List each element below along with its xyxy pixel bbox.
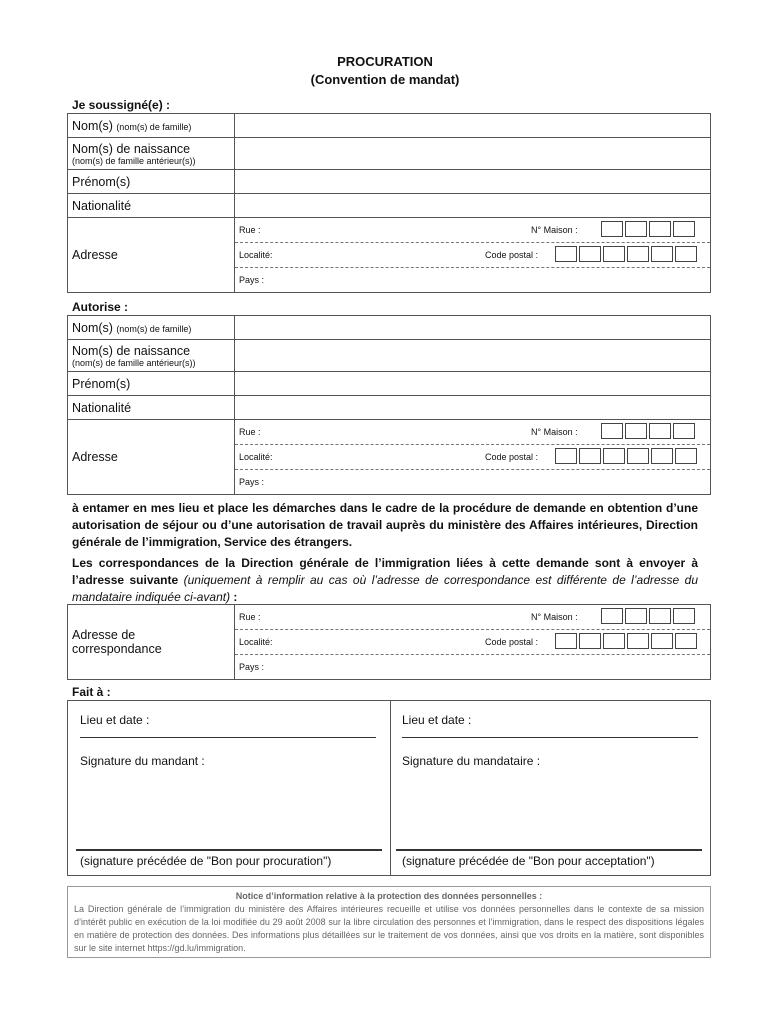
signature-mandant-note: (signature précédée de "Bon pour procuration") <box>80 854 332 868</box>
code-postal-boxes[interactable] <box>555 633 699 649</box>
signature-mandant-label: Signature du mandant : <box>80 754 205 768</box>
mandate-paragraph: à entamer en mes lieu et place les démarches dans le cadre de la procédure de demande en obtention d’une autorisation de séjour ou d’une autorisation de travail auprès du ministère des Affaires intérieures, Direction générale de l’immigration, Service des étrangers. <box>72 501 698 549</box>
mandant-nom-naissance-input[interactable] <box>235 138 711 170</box>
document-subtitle: (Convention de mandat) <box>310 72 460 87</box>
mandant-section-label: Je soussigné(e) : <box>72 98 171 112</box>
signature-mandant-column <box>68 701 391 875</box>
mandataire-section-label: Autorise : <box>72 300 129 314</box>
correspondence-paragraph: Les correspondances de la Direction générale de l’immigration liées à cette demande sont à envoyer à l’adresse suivante (uniquement à remplir au cas où l’adresse de correspondance est différente de l’adresse du mandataire indiquée ci-avant) : <box>72 556 698 604</box>
signature-mandataire-label: Signature du mandataire : <box>402 754 541 768</box>
rue-row[interactable]: Rue : N° Maison : <box>235 420 710 445</box>
adresse-label: Adresse <box>68 218 235 293</box>
correspondance-adresse-block <box>235 605 711 680</box>
signature-box <box>67 700 711 876</box>
signature-mandataire-column <box>390 701 710 875</box>
rue-row[interactable]: Rue : N° Maison : <box>235 605 710 630</box>
mandant-nationalite-input[interactable] <box>235 194 711 218</box>
maison-boxes[interactable] <box>601 608 697 624</box>
localite-row[interactable]: Localité: Code postal : <box>235 630 710 655</box>
lieu-date-mandant-label: Lieu et date : <box>80 713 150 727</box>
nom-naissance-label: Nom(s) de naissance (nom(s) de famille antérieur(s)) <box>68 138 235 170</box>
code-postal-boxes[interactable] <box>555 448 699 464</box>
localite-row[interactable]: Localité: Code postal : <box>235 445 710 470</box>
lieu-date-mandataire-line[interactable] <box>402 737 698 738</box>
maison-boxes[interactable] <box>601 221 697 237</box>
mandataire-prenom-input[interactable] <box>235 372 711 396</box>
adresse-label: Adresse <box>68 420 235 495</box>
rue-row[interactable]: Rue : N° Maison : <box>235 218 710 243</box>
nom-label: Nom(s) (nom(s) de famille) <box>68 316 235 340</box>
mandataire-table <box>67 315 711 495</box>
signature-mandataire-note: (signature précédée de "Bon pour acceptation") <box>402 854 655 868</box>
localite-row[interactable]: Localité: Code postal : <box>235 243 710 268</box>
mandant-adresse-block <box>235 218 711 293</box>
correspondance-table <box>67 604 711 680</box>
signature-mandataire-area[interactable] <box>396 849 702 851</box>
adresse-correspondance-label: Adresse de correspondance <box>68 605 235 680</box>
pays-row[interactable]: Pays : <box>239 662 265 672</box>
mandant-nom-input[interactable] <box>235 114 711 138</box>
fait-section-label: Fait à : <box>72 685 111 699</box>
nom-naissance-label: Nom(s) de naissance (nom(s) de famille antérieur(s)) <box>68 340 235 372</box>
maison-boxes[interactable] <box>601 423 697 439</box>
mandataire-nom-naissance-input[interactable] <box>235 340 711 372</box>
lieu-date-mandant-line[interactable] <box>80 737 376 738</box>
privacy-notice <box>67 886 711 958</box>
mandataire-nom-input[interactable] <box>235 316 711 340</box>
mandant-prenom-input[interactable] <box>235 170 711 194</box>
pays-row[interactable]: Pays : <box>239 275 265 285</box>
mandataire-adresse-block <box>235 420 711 495</box>
privacy-notice-body: La Direction générale de l’immigration du ministère des Affaires intérieures recueille et utilise vos données personnelles dans le contexte de sa mission d’intérêt public en exécution de la loi modifiée du 29 août 2008 sur la libre circulation des personnes et l’immigration, dans le respect des dispositions légales en matière de protection des données. Des informations plus détaillées sur le traitement de vos données, ainsi que vos droits en la matière, sont disponibles sur le site internet https://gd.lu/immigration. <box>74 904 704 953</box>
nom-label: Nom(s) (nom(s) de famille) <box>68 114 235 138</box>
pays-row[interactable]: Pays : <box>239 477 265 487</box>
code-postal-boxes[interactable] <box>555 246 699 262</box>
prenom-label: Prénom(s) <box>68 170 235 194</box>
document-title: PROCURATION <box>337 54 433 69</box>
lieu-date-mandataire-label: Lieu et date : <box>402 713 472 727</box>
nationalite-label: Nationalité <box>68 396 235 420</box>
privacy-notice-title: Notice d’information relative à la protection des données personnelles : <box>235 891 543 901</box>
prenom-label: Prénom(s) <box>68 372 235 396</box>
signature-mandant-area[interactable] <box>76 849 382 851</box>
mandataire-nationalite-input[interactable] <box>235 396 711 420</box>
mandant-table <box>67 113 711 293</box>
nationalite-label: Nationalité <box>68 194 235 218</box>
